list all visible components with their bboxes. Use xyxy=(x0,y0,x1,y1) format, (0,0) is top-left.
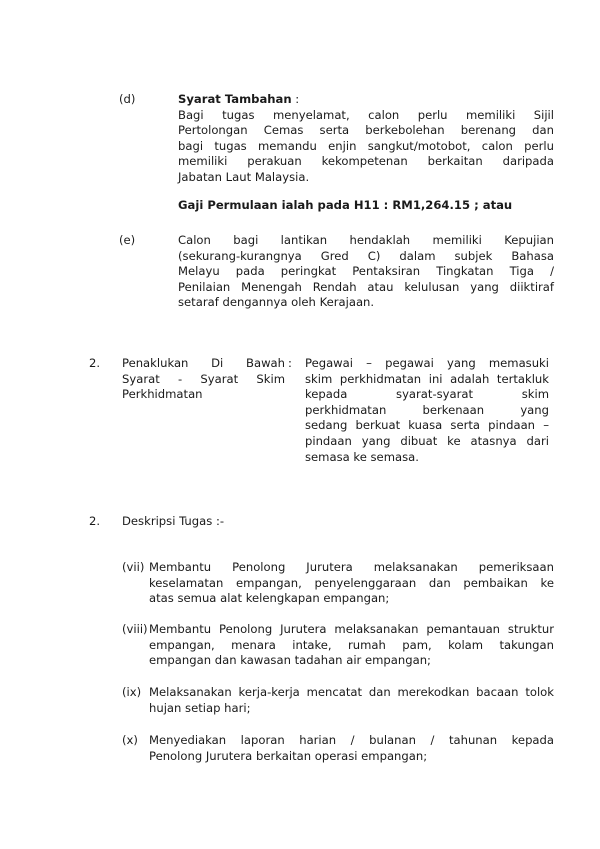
section-e-line: Penilaian Menengah Rendah atau kelulusan yang diiktiraf xyxy=(178,279,554,294)
duty-item-line: Menyediakan laporan harian / bulanan / tahunan kepada xyxy=(149,733,554,747)
section-d-heading-line xyxy=(178,92,554,108)
section-e-line: setaraf dengannya oleh Kerajaan. xyxy=(178,295,375,310)
section-2b-title: Deskripsi Tugas :- xyxy=(122,514,225,528)
duty-item xyxy=(149,560,554,607)
section-2a-text-line: Pegawai – pegawai yang memasuki xyxy=(305,356,549,370)
duty-item xyxy=(149,733,554,764)
section-2a-text-line: skim perkhidmatan ini adalah tertakluk xyxy=(305,371,549,386)
section-e-line: Calon bagi lantikan hendaklah memiliki Kepujian xyxy=(178,233,554,247)
duty-item xyxy=(149,685,554,716)
section-e-line: Melayu pada peringkat Pentaksiran Tingkatan Tiga / xyxy=(178,264,554,279)
duty-item xyxy=(149,622,554,669)
section-2a-label-line: Syarat - Syarat Skim xyxy=(122,371,285,386)
duty-item-marker: (x) xyxy=(122,733,138,747)
section-2a-label xyxy=(122,356,285,403)
section-2a-text xyxy=(305,356,549,465)
section-d-heading-colon: : xyxy=(291,92,300,106)
duty-item-line: Melaksanakan kerja-kerja mencatat dan merekodkan bacaan tolok xyxy=(149,685,554,699)
duty-item-line: Membantu Penolong Jurutera melaksanakan pemantauan struktur xyxy=(149,622,554,636)
duty-item-marker: (viii) xyxy=(122,622,148,636)
section-e-body xyxy=(178,233,554,311)
section-e-marker: (e) xyxy=(119,233,136,247)
duty-item-line: Membantu Penolong Jurutera melaksanakan pemeriksaan xyxy=(149,560,554,574)
section-d-marker: (d) xyxy=(119,92,136,106)
section-2b-number: 2. xyxy=(89,514,101,528)
section-2a-label-line: Perkhidmatan xyxy=(122,387,203,402)
duty-item-line: keselamatan empangan, penyelenggaraan dan pembaikan ke xyxy=(149,575,554,590)
salary-statement: Gaji Permulaan ialah pada H11 : RM1,264.15 ; atau xyxy=(178,198,513,212)
section-2a-number: 2. xyxy=(89,356,101,370)
section-d-line: bagi tugas memandu enjin sangkut/motobot, calon perlu xyxy=(178,138,554,153)
duty-item-line: Penolong Jurutera berkaitan operasi empangan; xyxy=(149,748,428,763)
section-d-line: Jabatan Laut Malaysia. xyxy=(178,169,310,184)
section-2a-text-line: sedang berkuat kuasa serta pindaan – xyxy=(305,418,549,433)
duty-item-line: atas semua alat kelengkapan empangan; xyxy=(149,591,390,606)
section-d-body xyxy=(178,92,554,186)
section-2a-text-line: kepada syarat-syarat skim xyxy=(305,387,549,402)
duty-item-line: hujan setiap hari; xyxy=(149,700,251,715)
duty-item-marker: (ix) xyxy=(122,685,142,699)
section-d-heading: Syarat Tambahan xyxy=(178,92,292,106)
duty-item-line: empangan dan kawasan tadahan air empangan; xyxy=(149,653,431,668)
section-2a-label-line: Penaklukan Di Bawah xyxy=(122,356,285,370)
section-2a-colon: : xyxy=(288,356,292,370)
duty-item-marker: (vii) xyxy=(122,560,145,574)
section-2a-text-line: pindaan yang dibuat ke atasnya dari xyxy=(305,433,549,448)
section-d-line: memiliki perakuan kekompetenan berkaitan daripada xyxy=(178,154,554,169)
section-2a-text-line: semasa ke semasa. xyxy=(305,449,419,464)
duty-item-line: empangan, menara intake, rumah pam, kolam takungan xyxy=(149,637,554,652)
section-2a-text-line: perkhidmatan berkenaan yang xyxy=(305,402,549,417)
section-e-line: (sekurang-kurangnya Gred C) dalam subjek Bahasa xyxy=(178,248,554,263)
section-d-line: Pertolongan Cemas serta berkebolehan berenang dan xyxy=(178,123,554,138)
section-d-line: Bagi tugas menyelamat, calon perlu memiliki Sijil xyxy=(178,107,554,122)
